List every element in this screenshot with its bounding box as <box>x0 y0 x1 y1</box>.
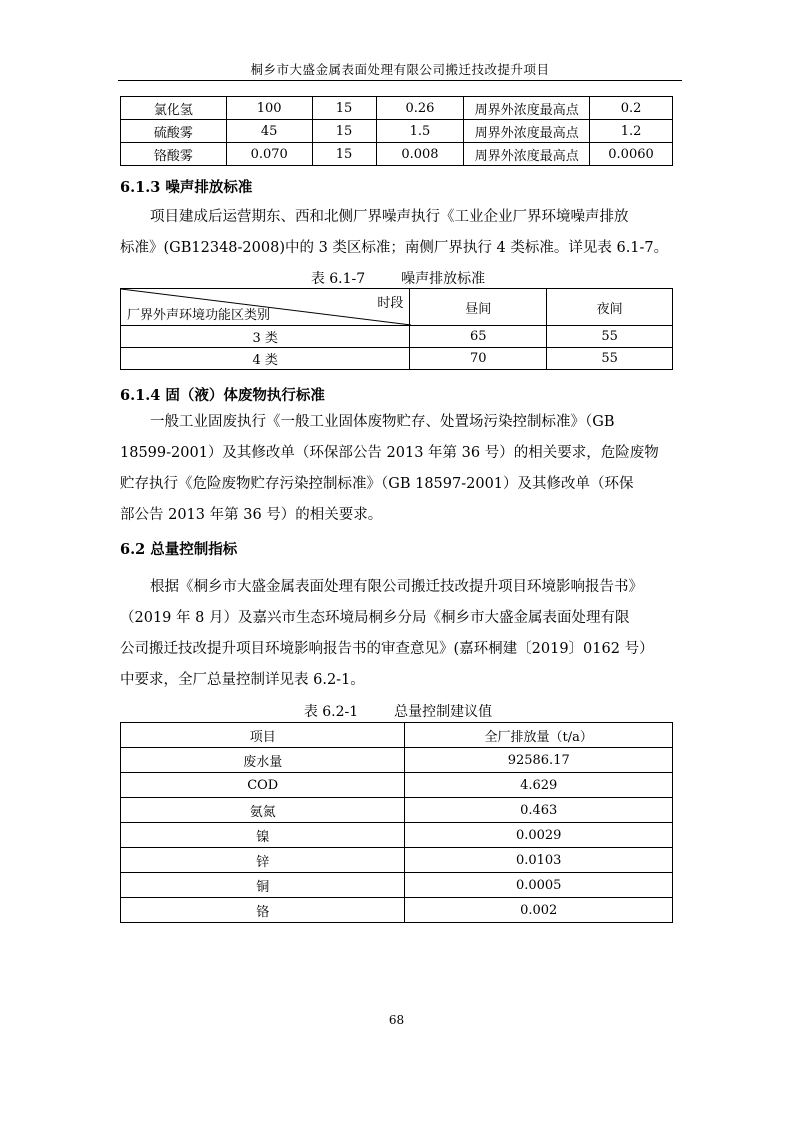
table-row <box>121 97 673 120</box>
table-cell: 镍 <box>121 823 405 848</box>
text-line: 项目建成后运营期东、西和北侧厂界噪声执行《工业企业厂界环境噪声排放 <box>150 209 629 225</box>
table-row <box>121 773 673 798</box>
page-number: 68 <box>388 1013 405 1027</box>
section-heading-6-1-4: 6.1.4 固（液）体废物执行标准 <box>120 387 325 404</box>
table-cell: 4 类 <box>121 348 410 370</box>
paragraph-noise-standard <box>120 202 676 264</box>
table-cell: 铬 <box>121 898 405 923</box>
table-cell: 4.629 <box>405 773 673 798</box>
text-line: （2019 年 8 月）及嘉兴市生态环境局桐乡分局《桐乡市大盛金属表面处理有限 <box>120 610 630 626</box>
table-row <box>121 873 673 898</box>
total-control-table <box>120 722 673 923</box>
table-cell: 铬酸雾 <box>121 143 227 166</box>
table-cell: 周界外浓度最高点 <box>464 97 590 120</box>
table-cell: 15 <box>312 97 376 120</box>
table-row <box>121 848 673 873</box>
text-line: 贮存执行《危险废物贮存污染控制标准》（GB 18597-2001）及其修改单（环保 <box>120 476 634 492</box>
text-line: 公司搬迁技改提升项目环境影响报告书的审查意见》(嘉环桐建〔2019〕0162 号） <box>120 641 654 657</box>
running-header: 桐乡市大盛金属表面处理有限公司搬迁技改提升项目 <box>250 62 550 77</box>
table-cell: 氯化氢 <box>121 97 227 120</box>
caption-number: 表 6.1-7 <box>310 271 366 287</box>
text-line: 部公告 2013 年第 36 号）的相关要求。 <box>120 507 383 523</box>
table-cell: 0.070 <box>226 143 312 166</box>
table-cell: 0.2 <box>590 97 673 120</box>
table-cell: 0.008 <box>376 143 464 166</box>
header-period: 时段 <box>377 296 404 311</box>
table-caption-6-2-1 <box>120 701 676 721</box>
section-heading-6-2: 6.2 总量控制指标 <box>120 541 238 558</box>
noise-standards-table <box>120 288 673 370</box>
header-item: 项目 <box>121 723 405 748</box>
table-row <box>121 898 673 923</box>
emission-standards-table <box>120 96 673 166</box>
table-cell: 0.0060 <box>590 143 673 166</box>
table-cell: 1.5 <box>376 120 464 143</box>
text-line: 标准》(GB12348-2008)中的 3 类区标准；南侧厂界执行 4 类标准。详见表 6.1-7。 <box>120 240 669 256</box>
table-header-row <box>121 723 673 748</box>
header-day: 昼间 <box>410 289 547 326</box>
table-cell: 45 <box>226 120 312 143</box>
header-night: 夜间 <box>547 289 673 326</box>
table-caption-6-1-7 <box>120 268 676 288</box>
table-row <box>121 748 673 773</box>
table-cell: 0.463 <box>405 798 673 823</box>
caption-title: 噪声排放标准 <box>401 271 486 287</box>
table-cell: 铜 <box>121 873 405 898</box>
text-line: 18599-2001）及其修改单（环保部公告 2013 年第 36 号）的相关要求，危险废物 <box>120 445 659 461</box>
table-row <box>121 143 673 166</box>
table-cell: 55 <box>547 326 673 348</box>
table-cell: 锌 <box>121 848 405 873</box>
caption-number: 表 6.2-1 <box>303 704 359 720</box>
header-rule <box>118 80 682 81</box>
diagonal-header-cell <box>121 289 410 326</box>
table-row <box>121 120 673 143</box>
table-header-row <box>121 289 673 326</box>
table-cell: 70 <box>410 348 547 370</box>
table-cell: 15 <box>312 143 376 166</box>
table-cell: 废水量 <box>121 748 405 773</box>
table-row <box>121 823 673 848</box>
header-amount: 全厂排放量（t/a） <box>405 723 673 748</box>
paragraph-total-control <box>120 572 676 696</box>
table-cell: COD <box>121 773 405 798</box>
table-cell: 0.26 <box>376 97 464 120</box>
table-cell: 周界外浓度最高点 <box>464 143 590 166</box>
text-line: 一般工业固废执行《一般工业固体废物贮存、处置场污染控制标准》（GB <box>150 414 615 430</box>
paragraph-solid-waste <box>120 407 676 531</box>
table-cell: 0.0103 <box>405 848 673 873</box>
table-cell: 0.002 <box>405 898 673 923</box>
table-cell: 65 <box>410 326 547 348</box>
table-cell: 0.0005 <box>405 873 673 898</box>
text-line: 中要求，全厂总量控制详见表 6.2-1。 <box>120 672 365 688</box>
header-zone-class: 厂界外声环境功能区类别 <box>127 308 271 323</box>
table-cell: 92586.17 <box>405 748 673 773</box>
table-cell: 0.0029 <box>405 823 673 848</box>
table-row <box>121 326 673 348</box>
section-heading-6-1-3: 6.1.3 噪声排放标准 <box>120 179 253 196</box>
table-cell: 周界外浓度最高点 <box>464 120 590 143</box>
table-cell: 3 类 <box>121 326 410 348</box>
caption-title: 总量控制建议值 <box>394 704 493 720</box>
text-line: 根据《桐乡市大盛金属表面处理有限公司搬迁技改提升项目环境影响报告书》 <box>150 579 643 595</box>
table-cell: 55 <box>547 348 673 370</box>
table-cell: 100 <box>226 97 312 120</box>
table-cell: 硫酸雾 <box>121 120 227 143</box>
table-row <box>121 798 673 823</box>
table-row <box>121 348 673 370</box>
table-cell: 15 <box>312 120 376 143</box>
table-cell: 氨氮 <box>121 798 405 823</box>
table-cell: 1.2 <box>590 120 673 143</box>
